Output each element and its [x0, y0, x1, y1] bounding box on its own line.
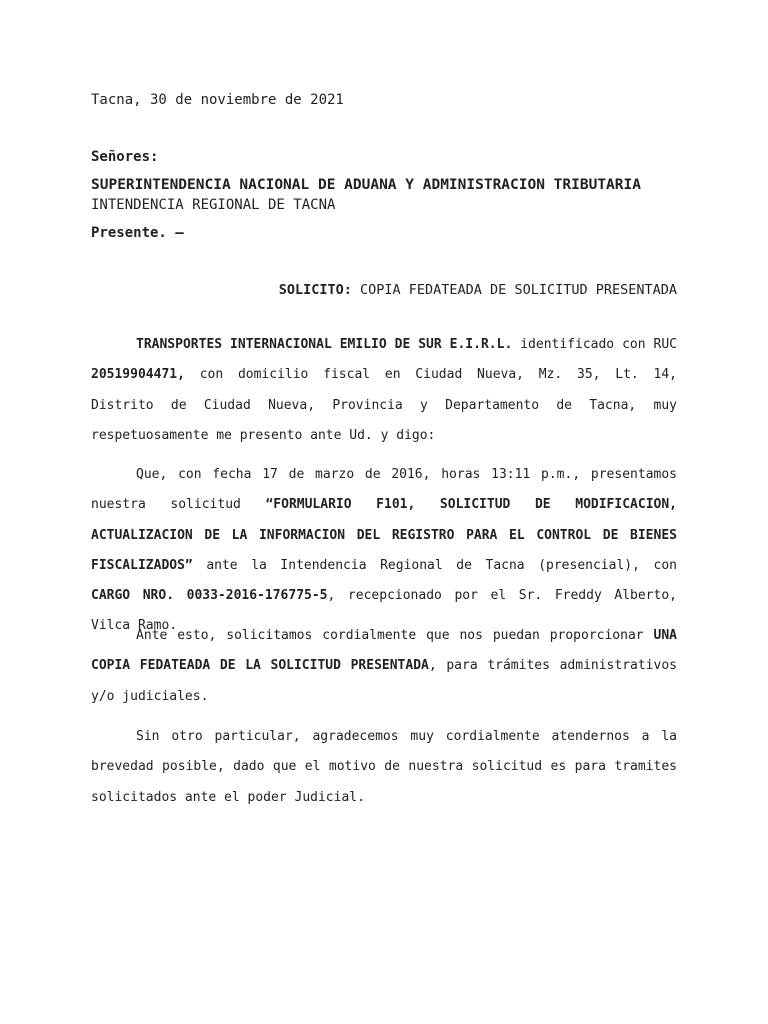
subject-text: COPIA FEDATEADA DE SOLICITUD PRESENTADA: [360, 282, 677, 298]
form-reference: “FORMULARIO F101, SOLICITUD DE MODIFICACION, ACTUALIZACION DE LA INFORMACION DEL REGISTRO PARA EL CONTROL DE BIENES FISCALIZADOS”: [91, 497, 677, 573]
subject-label: SOLICITO:: [278, 282, 352, 298]
subject-line: [279, 282, 677, 298]
paragraph-text: Ante esto, solicitamos cordialmente que nos puedan proporcionar: [136, 628, 654, 643]
paragraph-introduction: [91, 330, 677, 451]
paragraph-background: [91, 460, 677, 642]
paragraph-text: , para trámites administrativos y/o judiciales.: [91, 658, 677, 704]
company-name: TRANSPORTES INTERNACIONAL EMILIO DE SUR E.I.R.L.: [136, 337, 513, 352]
date-line: Tacna, 30 de noviembre de 2021: [91, 92, 344, 108]
presente-line: Presente. –: [91, 225, 184, 241]
paragraph-text: Que, con fecha 17 de marzo de 2016, horas 13:11 p.m., presentamos nuestra solicitud: [91, 467, 677, 513]
paragraph-text: ante la Intendencia Regional de Tacna (presencial), con: [192, 557, 677, 573]
paragraph-request: [91, 621, 677, 712]
paragraph-text: Sin otro particular, agradecemos muy cordialmente atendernos a la brevedad posible, dado que el motivo de nuestra solicitud es para tramites solicitados ante el poder Judicial.: [91, 729, 677, 805]
recipient-entity: SUPERINTENDENCIA NACIONAL DE ADUANA Y ADMINISTRACION TRIBUTARIA: [91, 177, 641, 193]
salutation: Señores:: [91, 149, 159, 165]
paragraph-text: con domicilio fiscal en Ciudad Nueva, Mz. 35, Lt. 14, Distrito de Ciudad Nueva, Provincia y Departamento de Tacna, muy respetuosamente me presento ante Ud. y digo:: [91, 367, 677, 443]
cargo-number: CARGO NRO. 0033-2016-176775-5: [91, 588, 328, 604]
paragraph-closing: [91, 722, 677, 813]
request-item: UNA COPIA FEDATEADA DE LA SOLICITUD PRESENTADA: [91, 628, 677, 674]
paragraph-text: identificado con RUC: [512, 337, 677, 352]
recipient-office: INTENDENCIA REGIONAL DE TACNA: [91, 197, 336, 213]
paragraph-text: , recepcionado por el Sr. Freddy Alberto, Vilca Ramo.: [91, 588, 677, 634]
ruc-number: 20519904471,: [91, 367, 185, 383]
